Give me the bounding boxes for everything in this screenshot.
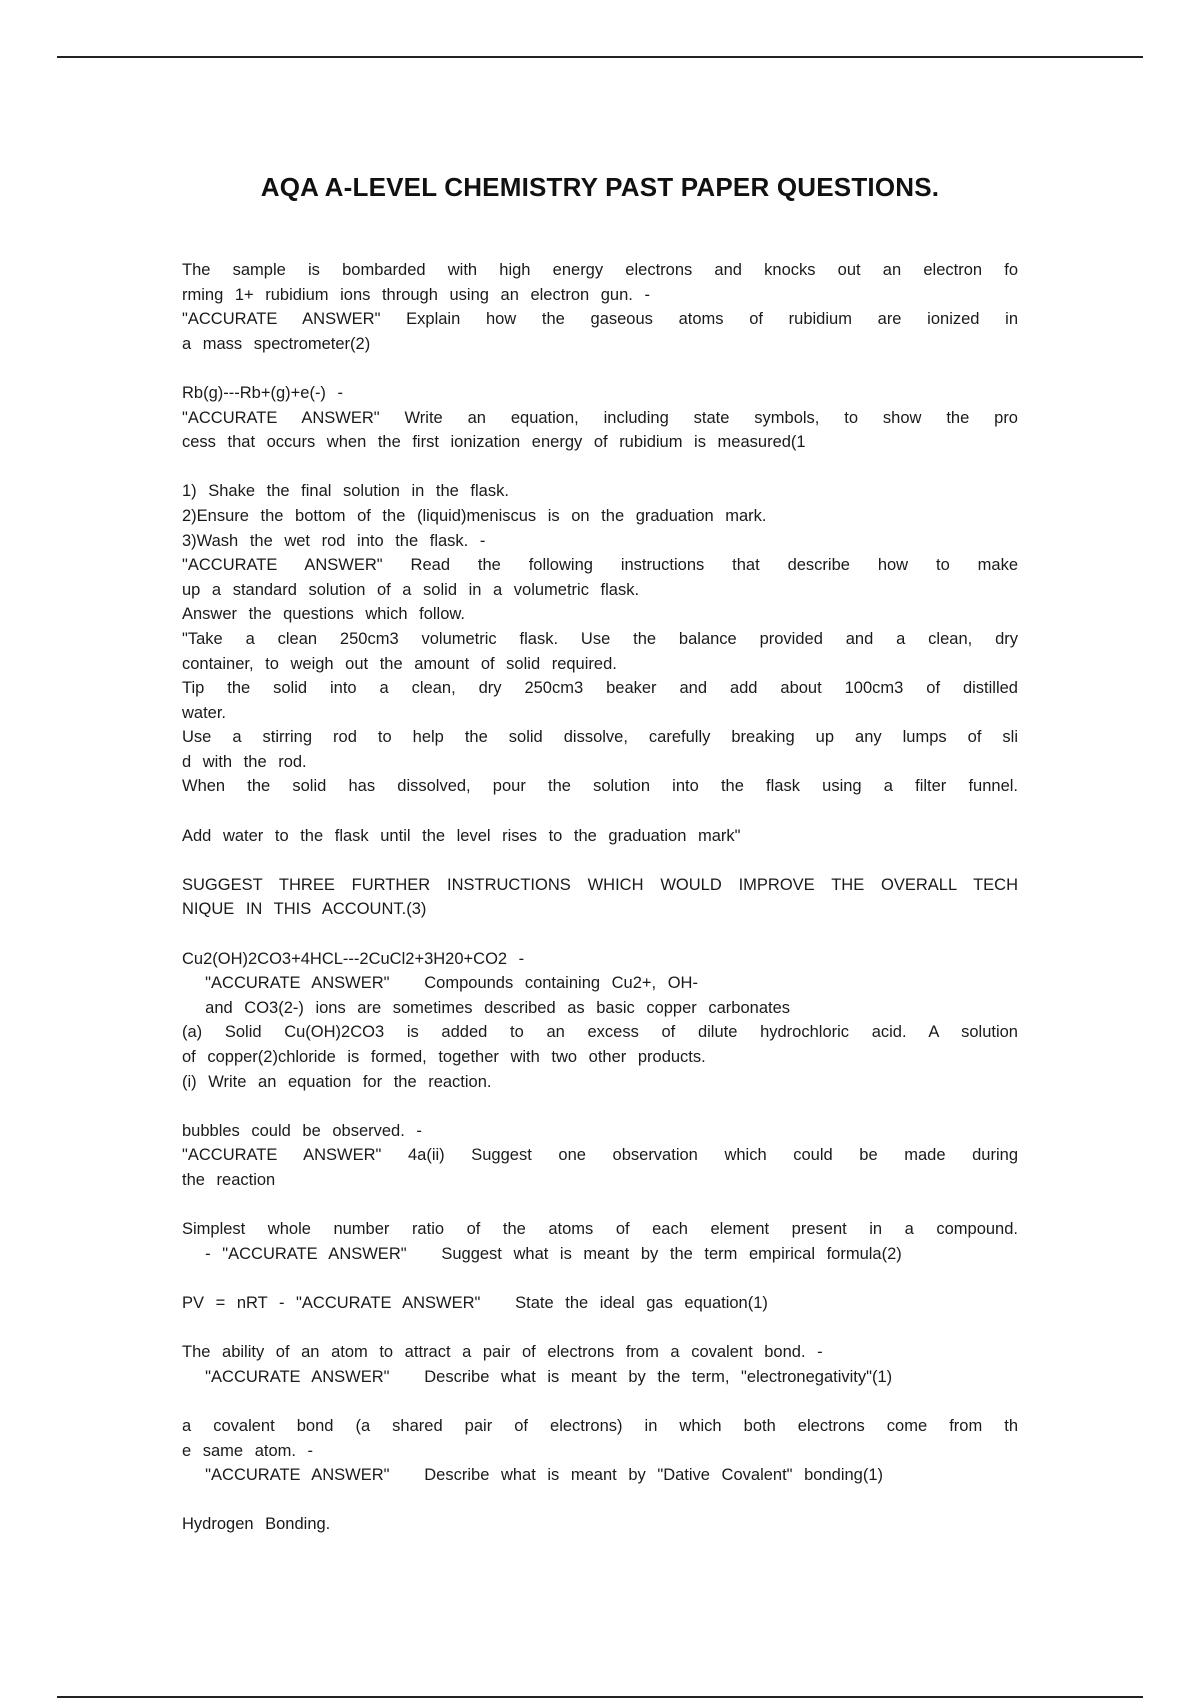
text-line: e same atom. - bbox=[182, 1441, 314, 1460]
text-line: PV = nRT - "ACCURATE ANSWER" State the ideal gas equation(1) bbox=[182, 1293, 768, 1312]
text-line: - "ACCURATE ANSWER" Suggest what is meant by the term empirical formula(2) bbox=[182, 1244, 902, 1263]
text-line: "Take a clean 250cm3 volumetric flask. Use the balance provided and a clean, dry bbox=[182, 629, 1018, 648]
text-line: "ACCURATE ANSWER" 4a(ii) Suggest one observation which could be made during bbox=[182, 1146, 1018, 1165]
paragraph bbox=[182, 381, 1018, 455]
text-line: water. bbox=[182, 703, 227, 722]
text-line: and CO3(2-) ions are sometimes described as basic copper carbonates bbox=[182, 998, 791, 1017]
paragraph bbox=[182, 1291, 1018, 1316]
text-line: Rb(g)---Rb+(g)+e(-) - bbox=[182, 383, 344, 402]
text-line: "ACCURATE ANSWER" Explain how the gaseous atoms of rubidium are ionized in bbox=[182, 310, 1018, 329]
text-line: rming 1+ rubidium ions through using an electron gun. - bbox=[182, 285, 650, 304]
header-rule bbox=[57, 56, 1143, 58]
page-title: AQA A-LEVEL CHEMISTRY PAST PAPER QUESTIONS. bbox=[260, 172, 940, 202]
text-line: Simplest whole number ratio of the atoms of each element present in a compound. bbox=[182, 1220, 1018, 1239]
paragraph bbox=[182, 1414, 1018, 1488]
document-body bbox=[182, 258, 1018, 1537]
text-line: bubbles could be observed. - bbox=[182, 1121, 422, 1140]
text-line: of copper(2)chloride is formed, together with two other products. bbox=[182, 1048, 706, 1066]
text-line: a covalent bond (a shared pair of electrons) in which both electrons come from th bbox=[182, 1416, 1018, 1435]
text-line: "ACCURATE ANSWER" Compounds containing Cu2+, OH- bbox=[182, 974, 698, 993]
text-line: "ACCURATE ANSWER" Describe what is meant by the term, "electronegativity"(1) bbox=[182, 1367, 893, 1386]
paragraph bbox=[182, 479, 1018, 799]
paragraph-gap bbox=[182, 799, 1018, 824]
paragraph-gap bbox=[182, 1389, 1018, 1414]
text-line: Tip the solid into a clean, dry 250cm3 beaker and add about 100cm3 of distilled bbox=[182, 679, 1018, 698]
paragraph-gap bbox=[182, 1316, 1018, 1341]
text-line: "ACCURATE ANSWER" Write an equation, including state symbols, to show the pro bbox=[182, 408, 1018, 427]
paragraph-gap bbox=[182, 1488, 1018, 1513]
paragraph bbox=[182, 1340, 1018, 1389]
text-line: Answer the questions which follow. bbox=[182, 605, 465, 624]
text-line: 1) Shake the final solution in the flask. bbox=[182, 482, 509, 501]
paragraph-gap bbox=[182, 356, 1018, 381]
paragraph-gap bbox=[182, 922, 1018, 947]
paragraph bbox=[182, 1119, 1018, 1193]
text-line: cess that occurs when the first ionization energy of rubidium is measured(1 bbox=[182, 433, 806, 452]
text-line: When the solid has dissolved, pour the solution into the flask using a filter funnel. bbox=[182, 777, 1018, 796]
text-line: "ACCURATE ANSWER" Describe what is meant by "Dative Covalent" bonding(1) bbox=[182, 1466, 884, 1485]
text-line: Add water to the flask until the level rises to the graduation mark" bbox=[182, 826, 741, 845]
text-line: d with the rod. bbox=[182, 752, 307, 771]
text-line: "ACCURATE ANSWER" Read the following instructions that describe how to make bbox=[182, 556, 1018, 575]
paragraph-gap bbox=[182, 1193, 1018, 1218]
text-line: NIQUE IN THIS ACCOUNT.(3) bbox=[182, 900, 427, 919]
text-line: (a) Solid Cu(OH)2CO3 is added to an excess of dilute hydrochloric acid. A solution bbox=[182, 1023, 1018, 1042]
text-line: up a standard solution of a solid in a volumetric flask. bbox=[182, 580, 640, 599]
paragraph bbox=[182, 1512, 1018, 1537]
text-line: a mass spectrometer(2) bbox=[182, 334, 371, 353]
text-line: container, to weigh out the amount of solid required. bbox=[182, 654, 617, 673]
footer-rule bbox=[57, 1696, 1143, 1698]
paragraph bbox=[182, 873, 1018, 922]
paragraph-gap bbox=[182, 455, 1018, 480]
text-line: The ability of an atom to attract a pair of electrons from a covalent bond. - bbox=[182, 1343, 823, 1362]
paragraph-gap bbox=[182, 1094, 1018, 1119]
paragraph bbox=[182, 1217, 1018, 1266]
text-line: The sample is bombarded with high energy electrons and knocks out an electron fo bbox=[182, 261, 1018, 279]
text-line: Cu2(OH)2CO3+4HCL---2CuCl2+3H20+CO2 - bbox=[182, 949, 525, 968]
text-line: 2)Ensure the bottom of the (liquid)meniscus is on the graduation mark. bbox=[182, 506, 767, 525]
paragraph-gap bbox=[182, 848, 1018, 873]
paragraph bbox=[182, 947, 1018, 1095]
text-line: 3)Wash the wet rod into the flask. - bbox=[182, 531, 486, 550]
paragraph bbox=[182, 824, 1018, 849]
text-line: Use a stirring rod to help the solid dissolve, carefully breaking up any lumps of sli bbox=[182, 728, 1018, 747]
text-line: SUGGEST THREE FURTHER INSTRUCTIONS WHICH WOULD IMPROVE THE OVERALL TECH bbox=[182, 875, 1018, 894]
text-line: the reaction bbox=[182, 1170, 276, 1189]
text-line: (i) Write an equation for the reaction. bbox=[182, 1072, 492, 1091]
paragraph bbox=[182, 258, 1018, 356]
text-line: Hydrogen Bonding. bbox=[182, 1515, 331, 1534]
paragraph-gap bbox=[182, 1266, 1018, 1291]
